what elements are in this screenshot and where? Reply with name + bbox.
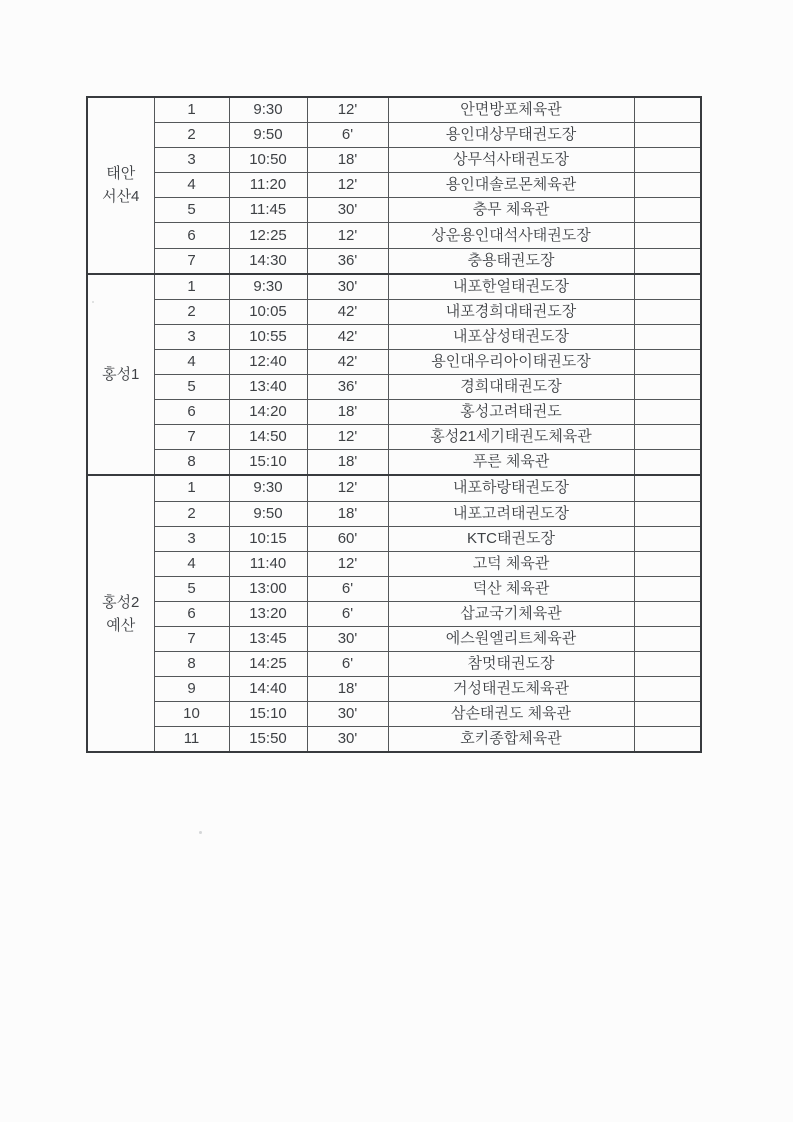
order-cell: 7	[154, 425, 229, 450]
venue-cell: 참멋태권도장	[388, 652, 634, 677]
table-row	[87, 601, 701, 626]
order-cell: 5	[154, 198, 229, 223]
time-cell: 14:40	[229, 677, 307, 702]
table-row	[87, 299, 701, 324]
duration-cell: 36'	[307, 375, 388, 400]
scan-speck	[92, 301, 94, 303]
table-row	[87, 400, 701, 425]
table-row	[87, 375, 701, 400]
order-cell: 7	[154, 626, 229, 651]
table-row	[87, 526, 701, 551]
order-cell: 5	[154, 576, 229, 601]
group-label-cell: 홍성1	[87, 274, 154, 476]
table-row	[87, 223, 701, 248]
table-row	[87, 626, 701, 651]
time-cell: 9:30	[229, 97, 307, 123]
venue-cell: 홍성21세기태권도체육관	[388, 425, 634, 450]
order-cell: 2	[154, 501, 229, 526]
duration-cell: 30'	[307, 626, 388, 651]
duration-cell: 6'	[307, 601, 388, 626]
order-cell: 3	[154, 526, 229, 551]
group-label-cell: 태안 서산4	[87, 97, 154, 274]
table-row	[87, 551, 701, 576]
note-cell	[634, 450, 701, 476]
table-row	[87, 450, 701, 476]
table-row	[87, 652, 701, 677]
table-row	[87, 274, 701, 300]
duration-cell: 36'	[307, 248, 388, 274]
venue-cell: 내포고려태권도장	[388, 501, 634, 526]
order-cell: 8	[154, 450, 229, 476]
venue-cell: 덕산 체육관	[388, 576, 634, 601]
venue-cell: 거성태권도체육관	[388, 677, 634, 702]
note-cell	[634, 97, 701, 123]
order-cell: 1	[154, 274, 229, 300]
venue-cell: 용인대솔로몬체육관	[388, 173, 634, 198]
note-cell	[634, 702, 701, 727]
time-cell: 15:50	[229, 727, 307, 753]
order-cell: 3	[154, 324, 229, 349]
duration-cell: 12'	[307, 173, 388, 198]
table-row	[87, 349, 701, 374]
time-cell: 11:40	[229, 551, 307, 576]
duration-cell: 18'	[307, 450, 388, 476]
time-cell: 9:30	[229, 274, 307, 300]
scan-speck	[199, 831, 202, 834]
venue-cell: 삽교국기체육관	[388, 601, 634, 626]
venue-cell: 호키종합체육관	[388, 727, 634, 753]
duration-cell: 12'	[307, 551, 388, 576]
venue-cell: 내포하랑태권도장	[388, 475, 634, 501]
note-cell	[634, 727, 701, 753]
order-cell: 6	[154, 400, 229, 425]
note-cell	[634, 198, 701, 223]
note-cell	[634, 425, 701, 450]
venue-cell: 홍성고려태권도	[388, 400, 634, 425]
note-cell	[634, 274, 701, 300]
venue-cell: 상무석사태권도장	[388, 148, 634, 173]
duration-cell: 18'	[307, 677, 388, 702]
duration-cell: 6'	[307, 123, 388, 148]
time-cell: 9:50	[229, 501, 307, 526]
note-cell	[634, 148, 701, 173]
time-cell: 10:50	[229, 148, 307, 173]
duration-cell: 12'	[307, 425, 388, 450]
venue-cell: 내포삼성태권도장	[388, 324, 634, 349]
schedule-table-body	[87, 97, 701, 752]
order-cell: 2	[154, 299, 229, 324]
order-cell: 4	[154, 349, 229, 374]
venue-cell: KTC태권도장	[388, 526, 634, 551]
time-cell: 10:15	[229, 526, 307, 551]
note-cell	[634, 677, 701, 702]
order-cell: 6	[154, 601, 229, 626]
order-cell: 11	[154, 727, 229, 753]
time-cell: 11:45	[229, 198, 307, 223]
table-row	[87, 727, 701, 753]
venue-cell: 충무 체육관	[388, 198, 634, 223]
duration-cell: 30'	[307, 198, 388, 223]
duration-cell: 12'	[307, 475, 388, 501]
time-cell: 14:20	[229, 400, 307, 425]
time-cell: 13:40	[229, 375, 307, 400]
order-cell: 10	[154, 702, 229, 727]
note-cell	[634, 626, 701, 651]
table-row	[87, 248, 701, 274]
duration-cell: 18'	[307, 148, 388, 173]
table-row	[87, 475, 701, 501]
order-cell: 8	[154, 652, 229, 677]
note-cell	[634, 299, 701, 324]
time-cell: 14:30	[229, 248, 307, 274]
time-cell: 10:55	[229, 324, 307, 349]
note-cell	[634, 652, 701, 677]
venue-cell: 용인대우리아이태권도장	[388, 349, 634, 374]
order-cell: 4	[154, 551, 229, 576]
table-row	[87, 677, 701, 702]
group-label-cell: 홍성2 예산	[87, 475, 154, 752]
venue-cell: 내포한얼태권도장	[388, 274, 634, 300]
match-schedule-table	[86, 96, 702, 753]
note-cell	[634, 375, 701, 400]
venue-cell: 푸른 체육관	[388, 450, 634, 476]
time-cell: 15:10	[229, 702, 307, 727]
venue-cell: 상운용인대석사태권도장	[388, 223, 634, 248]
duration-cell: 18'	[307, 400, 388, 425]
note-cell	[634, 123, 701, 148]
table-row	[87, 576, 701, 601]
duration-cell: 30'	[307, 702, 388, 727]
order-cell: 1	[154, 475, 229, 501]
note-cell	[634, 501, 701, 526]
table-row	[87, 97, 701, 123]
note-cell	[634, 601, 701, 626]
duration-cell: 30'	[307, 274, 388, 300]
order-cell: 3	[154, 148, 229, 173]
order-cell: 9	[154, 677, 229, 702]
order-cell: 2	[154, 123, 229, 148]
note-cell	[634, 173, 701, 198]
table-row	[87, 324, 701, 349]
time-cell: 12:40	[229, 349, 307, 374]
duration-cell: 6'	[307, 576, 388, 601]
venue-cell: 안면방포체육관	[388, 97, 634, 123]
time-cell: 14:25	[229, 652, 307, 677]
order-cell: 6	[154, 223, 229, 248]
table-row	[87, 148, 701, 173]
table-row	[87, 123, 701, 148]
time-cell: 14:50	[229, 425, 307, 450]
time-cell: 15:10	[229, 450, 307, 476]
table-row	[87, 173, 701, 198]
duration-cell: 42'	[307, 299, 388, 324]
duration-cell: 30'	[307, 727, 388, 753]
note-cell	[634, 324, 701, 349]
time-cell: 13:45	[229, 626, 307, 651]
duration-cell: 42'	[307, 349, 388, 374]
note-cell	[634, 551, 701, 576]
duration-cell: 18'	[307, 501, 388, 526]
venue-cell: 에스원엘리트체육관	[388, 626, 634, 651]
table-row	[87, 198, 701, 223]
note-cell	[634, 475, 701, 501]
venue-cell: 용인대상무태권도장	[388, 123, 634, 148]
time-cell: 11:20	[229, 173, 307, 198]
venue-cell: 삼손태권도 체육관	[388, 702, 634, 727]
note-cell	[634, 349, 701, 374]
time-cell: 10:05	[229, 299, 307, 324]
time-cell: 13:20	[229, 601, 307, 626]
order-cell: 7	[154, 248, 229, 274]
table-row	[87, 425, 701, 450]
note-cell	[634, 223, 701, 248]
order-cell: 1	[154, 97, 229, 123]
note-cell	[634, 400, 701, 425]
note-cell	[634, 576, 701, 601]
duration-cell: 60'	[307, 526, 388, 551]
time-cell: 9:30	[229, 475, 307, 501]
time-cell: 9:50	[229, 123, 307, 148]
note-cell	[634, 526, 701, 551]
venue-cell: 충용태권도장	[388, 248, 634, 274]
time-cell: 12:25	[229, 223, 307, 248]
duration-cell: 6'	[307, 652, 388, 677]
duration-cell: 12'	[307, 223, 388, 248]
duration-cell: 42'	[307, 324, 388, 349]
note-cell	[634, 248, 701, 274]
venue-cell: 경희대태권도장	[388, 375, 634, 400]
order-cell: 4	[154, 173, 229, 198]
table-row	[87, 501, 701, 526]
time-cell: 13:00	[229, 576, 307, 601]
order-cell: 5	[154, 375, 229, 400]
venue-cell: 고덕 체육관	[388, 551, 634, 576]
duration-cell: 12'	[307, 97, 388, 123]
table-row	[87, 702, 701, 727]
venue-cell: 내포경희대태권도장	[388, 299, 634, 324]
